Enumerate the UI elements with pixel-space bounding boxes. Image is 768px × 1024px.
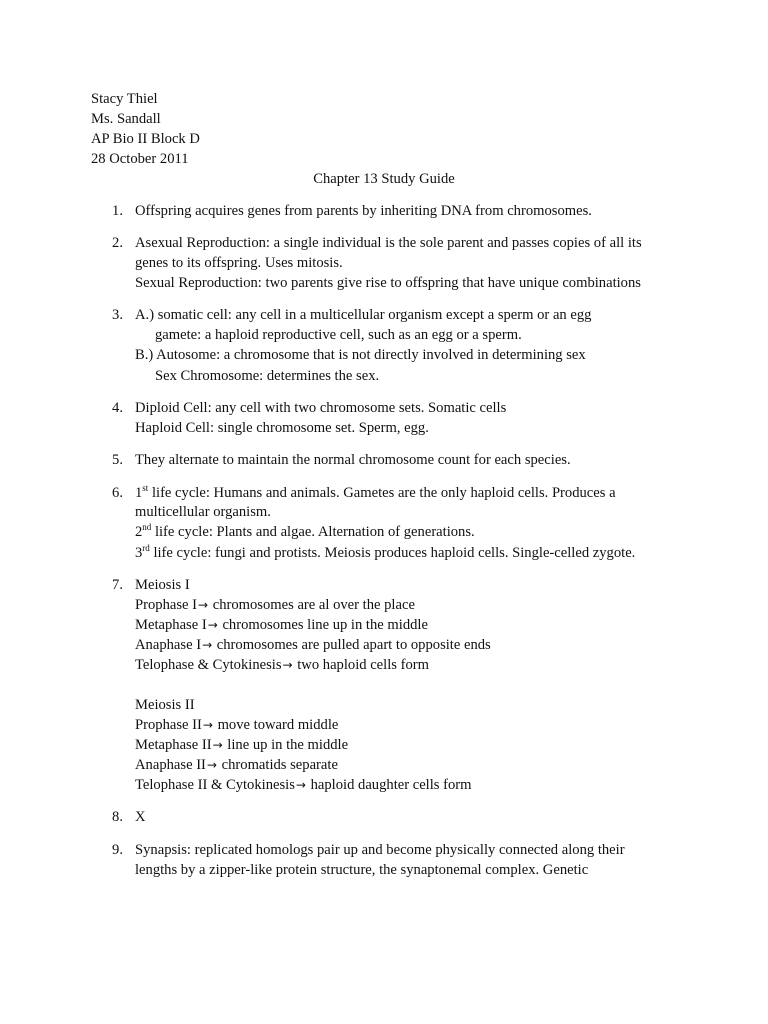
item-8-line: X	[135, 809, 146, 825]
life-cycle-text: life cycle: fungi and protists. Meiosis produces haploid cells. Single-celled zygote.	[149, 545, 636, 561]
phase-line	[135, 615, 428, 635]
phase-desc: line up in the middle	[223, 737, 349, 753]
arrow-icon: →	[207, 618, 218, 632]
item-5-line: They alternate to maintain the normal chromosome count for each species.	[135, 452, 571, 468]
item-1-line: Offspring acquires genes from parents by inheriting DNA from chromosomes.	[135, 203, 592, 219]
phase-name: Telophase II & Cytokinesis	[135, 777, 295, 793]
phase-desc: two haploid cells form	[293, 657, 429, 673]
phase-name: Anaphase II	[135, 757, 206, 773]
phase-desc: chromosomes are al over the place	[209, 597, 415, 613]
meiosis-heading: Meiosis II	[135, 697, 195, 713]
item-number: 7.	[112, 577, 123, 593]
item-number: 6.	[112, 485, 123, 501]
arrow-icon: →	[198, 598, 209, 612]
item-3-line: gamete: a haploid reproductive cell, such as an egg or a sperm.	[155, 327, 522, 343]
item-3-line: Sex Chromosome: determines the sex.	[155, 368, 380, 384]
arrow-icon: →	[202, 718, 213, 732]
item-4-line: Haploid Cell: single chromosome set. Sperm, egg.	[135, 420, 429, 436]
arrow-icon: →	[206, 758, 217, 772]
item-number: 4.	[112, 400, 123, 416]
arrow-icon: →	[202, 638, 213, 652]
item-2-line: genes to its offspring. Uses mitosis.	[135, 255, 343, 271]
life-cycle-line	[135, 502, 271, 522]
item-9-line: lengths by a zipper-like protein structure, the synaptonemal complex. Genetic	[135, 862, 589, 878]
item-number: 1.	[112, 203, 123, 219]
life-cycle-ordinal: 3	[135, 545, 143, 561]
life-cycle-text: life cycle: Humans and animals. Gametes are the only haploid cells. Produces a	[148, 485, 616, 501]
phase-line	[135, 775, 472, 795]
phase-name: Metaphase II	[135, 737, 212, 753]
phase-line	[135, 735, 348, 755]
course-name: AP Bio II Block D	[91, 131, 200, 147]
item-number: 8.	[112, 809, 123, 825]
student-name: Stacy Thiel	[91, 91, 158, 107]
life-cycle-line	[135, 522, 475, 542]
item-number: 9.	[112, 842, 123, 858]
phase-line	[135, 755, 338, 775]
life-cycle-line	[135, 483, 616, 503]
item-number: 3.	[112, 307, 123, 323]
arrow-icon: →	[282, 658, 293, 672]
meiosis-heading: Meiosis I	[135, 577, 190, 593]
phase-name: Telophase & Cytokinesis	[135, 657, 282, 673]
phase-line	[135, 595, 415, 615]
ordinal-suffix: st	[142, 483, 149, 493]
arrow-icon: →	[295, 778, 306, 792]
phase-name: Anaphase I	[135, 637, 202, 653]
phase-line	[135, 715, 338, 735]
page-title: Chapter 13 Study Guide	[313, 171, 455, 187]
item-number: 2.	[112, 235, 123, 251]
phase-desc: chromatids separate	[217, 757, 338, 773]
life-cycle-line	[135, 543, 635, 563]
item-number: 5.	[112, 452, 123, 468]
item-2-line: Asexual Reproduction: a single individual is the sole parent and passes copies of all its	[135, 235, 642, 251]
item-9-line: Synapsis: replicated homologs pair up and become physically connected along their	[135, 842, 625, 858]
phase-name: Prophase II	[135, 717, 202, 733]
phase-line	[135, 635, 491, 655]
phase-desc: move toward middle	[213, 717, 339, 733]
item-3-line: B.) Autosome: a chromosome that is not directly involved in determining sex	[135, 347, 586, 363]
phase-desc: chromosomes are pulled apart to opposite ends	[213, 637, 491, 653]
item-4-line: Diploid Cell: any cell with two chromosome sets. Somatic cells	[135, 400, 507, 416]
phase-name: Metaphase I	[135, 617, 207, 633]
life-cycle-ordinal: 2	[135, 524, 143, 540]
document-date: 28 October 2011	[91, 151, 189, 167]
ordinal-suffix: nd	[142, 522, 152, 532]
life-cycle-text: life cycle: Plants and algae. Alternation of generations.	[151, 524, 475, 540]
teacher-name: Ms. Sandall	[91, 111, 161, 127]
phase-name: Prophase I	[135, 597, 198, 613]
life-cycle-ordinal: 1	[135, 485, 143, 501]
item-3-line: A.) somatic cell: any cell in a multicellular organism except a sperm or an egg	[135, 307, 592, 323]
phase-desc: haploid daughter cells form	[306, 777, 472, 793]
phase-line	[135, 655, 429, 675]
item-2-line: Sexual Reproduction: two parents give rise to offspring that have unique combinations	[135, 275, 641, 291]
ordinal-suffix: rd	[142, 543, 150, 553]
life-cycle-text: multicellular organism.	[135, 504, 271, 520]
phase-desc: chromosomes line up in the middle	[218, 617, 428, 633]
arrow-icon: →	[212, 738, 223, 752]
